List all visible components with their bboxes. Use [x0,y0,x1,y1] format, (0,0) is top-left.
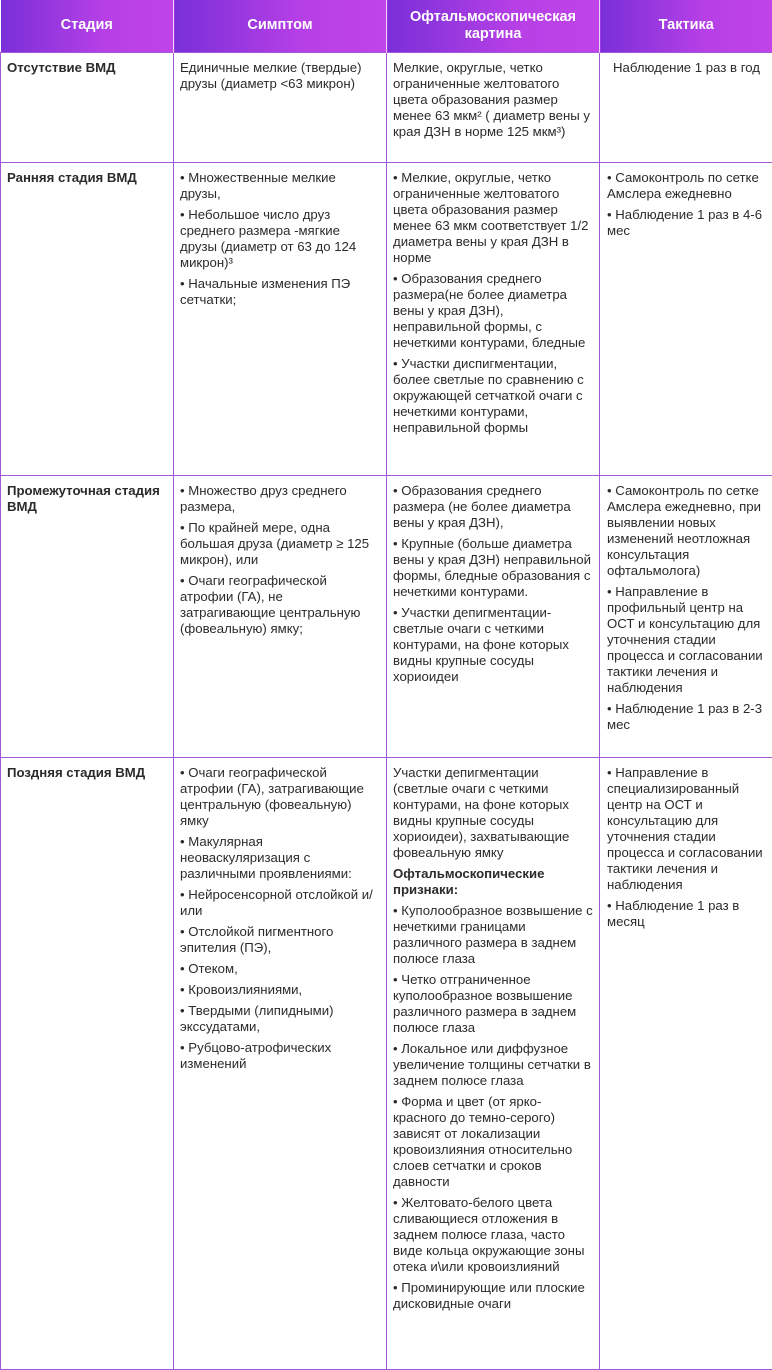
stage-cell: Поздняя стадия ВМД [1,757,174,1369]
symptom-item: • Твердыми (липидными) экссудатами, [180,1003,380,1035]
picture-cell [387,52,600,162]
symptom-cell [174,475,387,757]
symptom-item: • Кровоизлияниями, [180,982,380,998]
tactic-cell [600,162,772,475]
picture-cell [387,162,600,475]
tactic-item: • Наблюдение 1 раз в 4-6 мес [607,207,766,239]
picture-item: • Проминирующие или плоские дисковидные очаги [393,1280,593,1312]
picture-item: • Четко отграниченное куполообразное возвышение различного размера в заднем полюсе глаза [393,972,593,1036]
picture-item: • Куполообразное возвышение с нечеткими границами различного размера в заднем полюсе глаза [393,903,593,967]
tactic-cell [600,757,772,1369]
symptom-cell [174,757,387,1369]
symptom-item: • Макулярная неоваскуляризация с различными проявлениями: [180,834,380,882]
stage-cell: Ранняя стадия ВМД [1,162,174,475]
tactic-item: • Наблюдение 1 раз в 2-3 мес [607,701,766,733]
picture-cell [387,757,600,1369]
tactic-item: • Самоконтроль по сетке Амслера ежедневно, при выявлении новых изменений неотложная консультация офтальмолога) [607,483,766,579]
header-stage: Стадия [1,0,174,52]
symptom-item: • Очаги географической атрофии (ГА), не затрагивающие центральную (фовеальную) ямку; [180,573,380,637]
picture-item: • Образования среднего размера(не более диаметра вены у края ДЗН), неправильной формы, с нечеткими контурами, бледные [393,271,593,351]
picture-item: • Крупные (больше диаметра вены у края ДЗН) неправильной формы, бледные образования с нечеткими контурами. [393,536,593,600]
symptom-item: • Начальные изменения ПЭ сетчатки; [180,276,380,308]
table-row [1,52,772,162]
symptom-item: • Очаги географической атрофии (ГА), затрагивающие центральную (фовеальную) ямку [180,765,380,829]
tactic-item: • Направление в специализированный центр на ОСТ и консультацию для уточнения стадии процесса и согласовании тактики лечения и наблюдения [607,765,766,893]
symptom-item: • Множество друз среднего размера, [180,483,380,515]
header-picture: Офтальмоскопическая картина [387,0,600,52]
symptom-item: Единичные мелкие (твердые) друзы (диаметр <63 микрон) [180,60,380,92]
tactic-cell [600,52,772,162]
symptom-item: • Множественные мелкие друзы, [180,170,380,202]
symptom-cell [174,52,387,162]
picture-item: • Желтовато-белого цвета сливающиеся отложения в заднем полюсе глаза, часто виде кольца окружающие зоны отека и\или кровоизлияний [393,1195,593,1275]
tactic-item: Наблюдение 1 раз в год [607,60,766,76]
table-row [1,162,772,475]
header-tactic: Тактика [600,0,772,52]
picture-item: Мелкие, округлые, четко ограниченные желтоватого цвета образования размер менее 63 мкм² ( диаметр вены у края ДЗН в норме 125 мкм³) [393,60,593,140]
symptom-item: • Отслойкой пигментного эпителия (ПЭ), [180,924,380,956]
symptom-item: • Небольшое число друз среднего размера -мягкие друзы (диаметр от 63 до 124 микрон)³ [180,207,380,271]
picture-item: • Форма и цвет (от ярко-красного до темно-серого) зависят от локализации кровоизлияния относительно слоев сетчатки и сроков давности [393,1094,593,1190]
picture-intro: Участки депигментации (светлые очаги с четкими контурами, на фоне которых видны крупные сосуды хориоидеи), захватывающие фовеальную ямку [393,765,593,861]
picture-item: • Локальное или диффузное увеличение толщины сетчатки в заднем полюсе глаза [393,1041,593,1089]
table-row [1,475,772,757]
stage-cell: Промежуточная стадия ВМД [1,475,174,757]
header-symptom: Симптом [174,0,387,52]
picture-item: • Мелкие, округлые, четко ограниченные желтоватого цвета образования размер менее 63 мкм соответствует 1/2 диаметра вены у края ДЗН в норме [393,170,593,266]
tactic-item: • Наблюдение 1 раз в месяц [607,898,766,930]
tactic-item: • Направление в профильный центр на ОСТ и консультацию для уточнения стадии процесса и согласовании тактики лечения и наблюдения [607,584,766,696]
symptom-cell [174,162,387,475]
picture-cell [387,475,600,757]
picture-item: • Участки депигментации- светлые очаги с четкими контурами, на фоне которых видны крупные сосуды хориоидеи [393,605,593,685]
symptom-item: • По крайней мере, одна большая друза (диаметр ≥ 125 микрон), или [180,520,380,568]
picture-item: • Участки диспигментации, более светлые по сравнению с окружающей сетчаткой очаги с нечеткими контурами, неправильной формы [393,356,593,436]
symptom-item: • Рубцово-атрофических изменений [180,1040,380,1072]
stage-cell: Отсутствие ВМД [1,52,174,162]
table-row [1,757,772,1369]
symptom-item: • Нейросенсорной отслойкой и/или [180,887,380,919]
tactic-item: • Самоконтроль по сетке Амслера ежедневно [607,170,766,202]
picture-subheading: Офтальмоскопические признаки: [393,866,593,898]
picture-item: • Образования среднего размера (не более диаметра вены у края ДЗН), [393,483,593,531]
tactic-cell [600,475,772,757]
symptom-item: • Отеком, [180,961,380,977]
header-row [1,0,772,52]
